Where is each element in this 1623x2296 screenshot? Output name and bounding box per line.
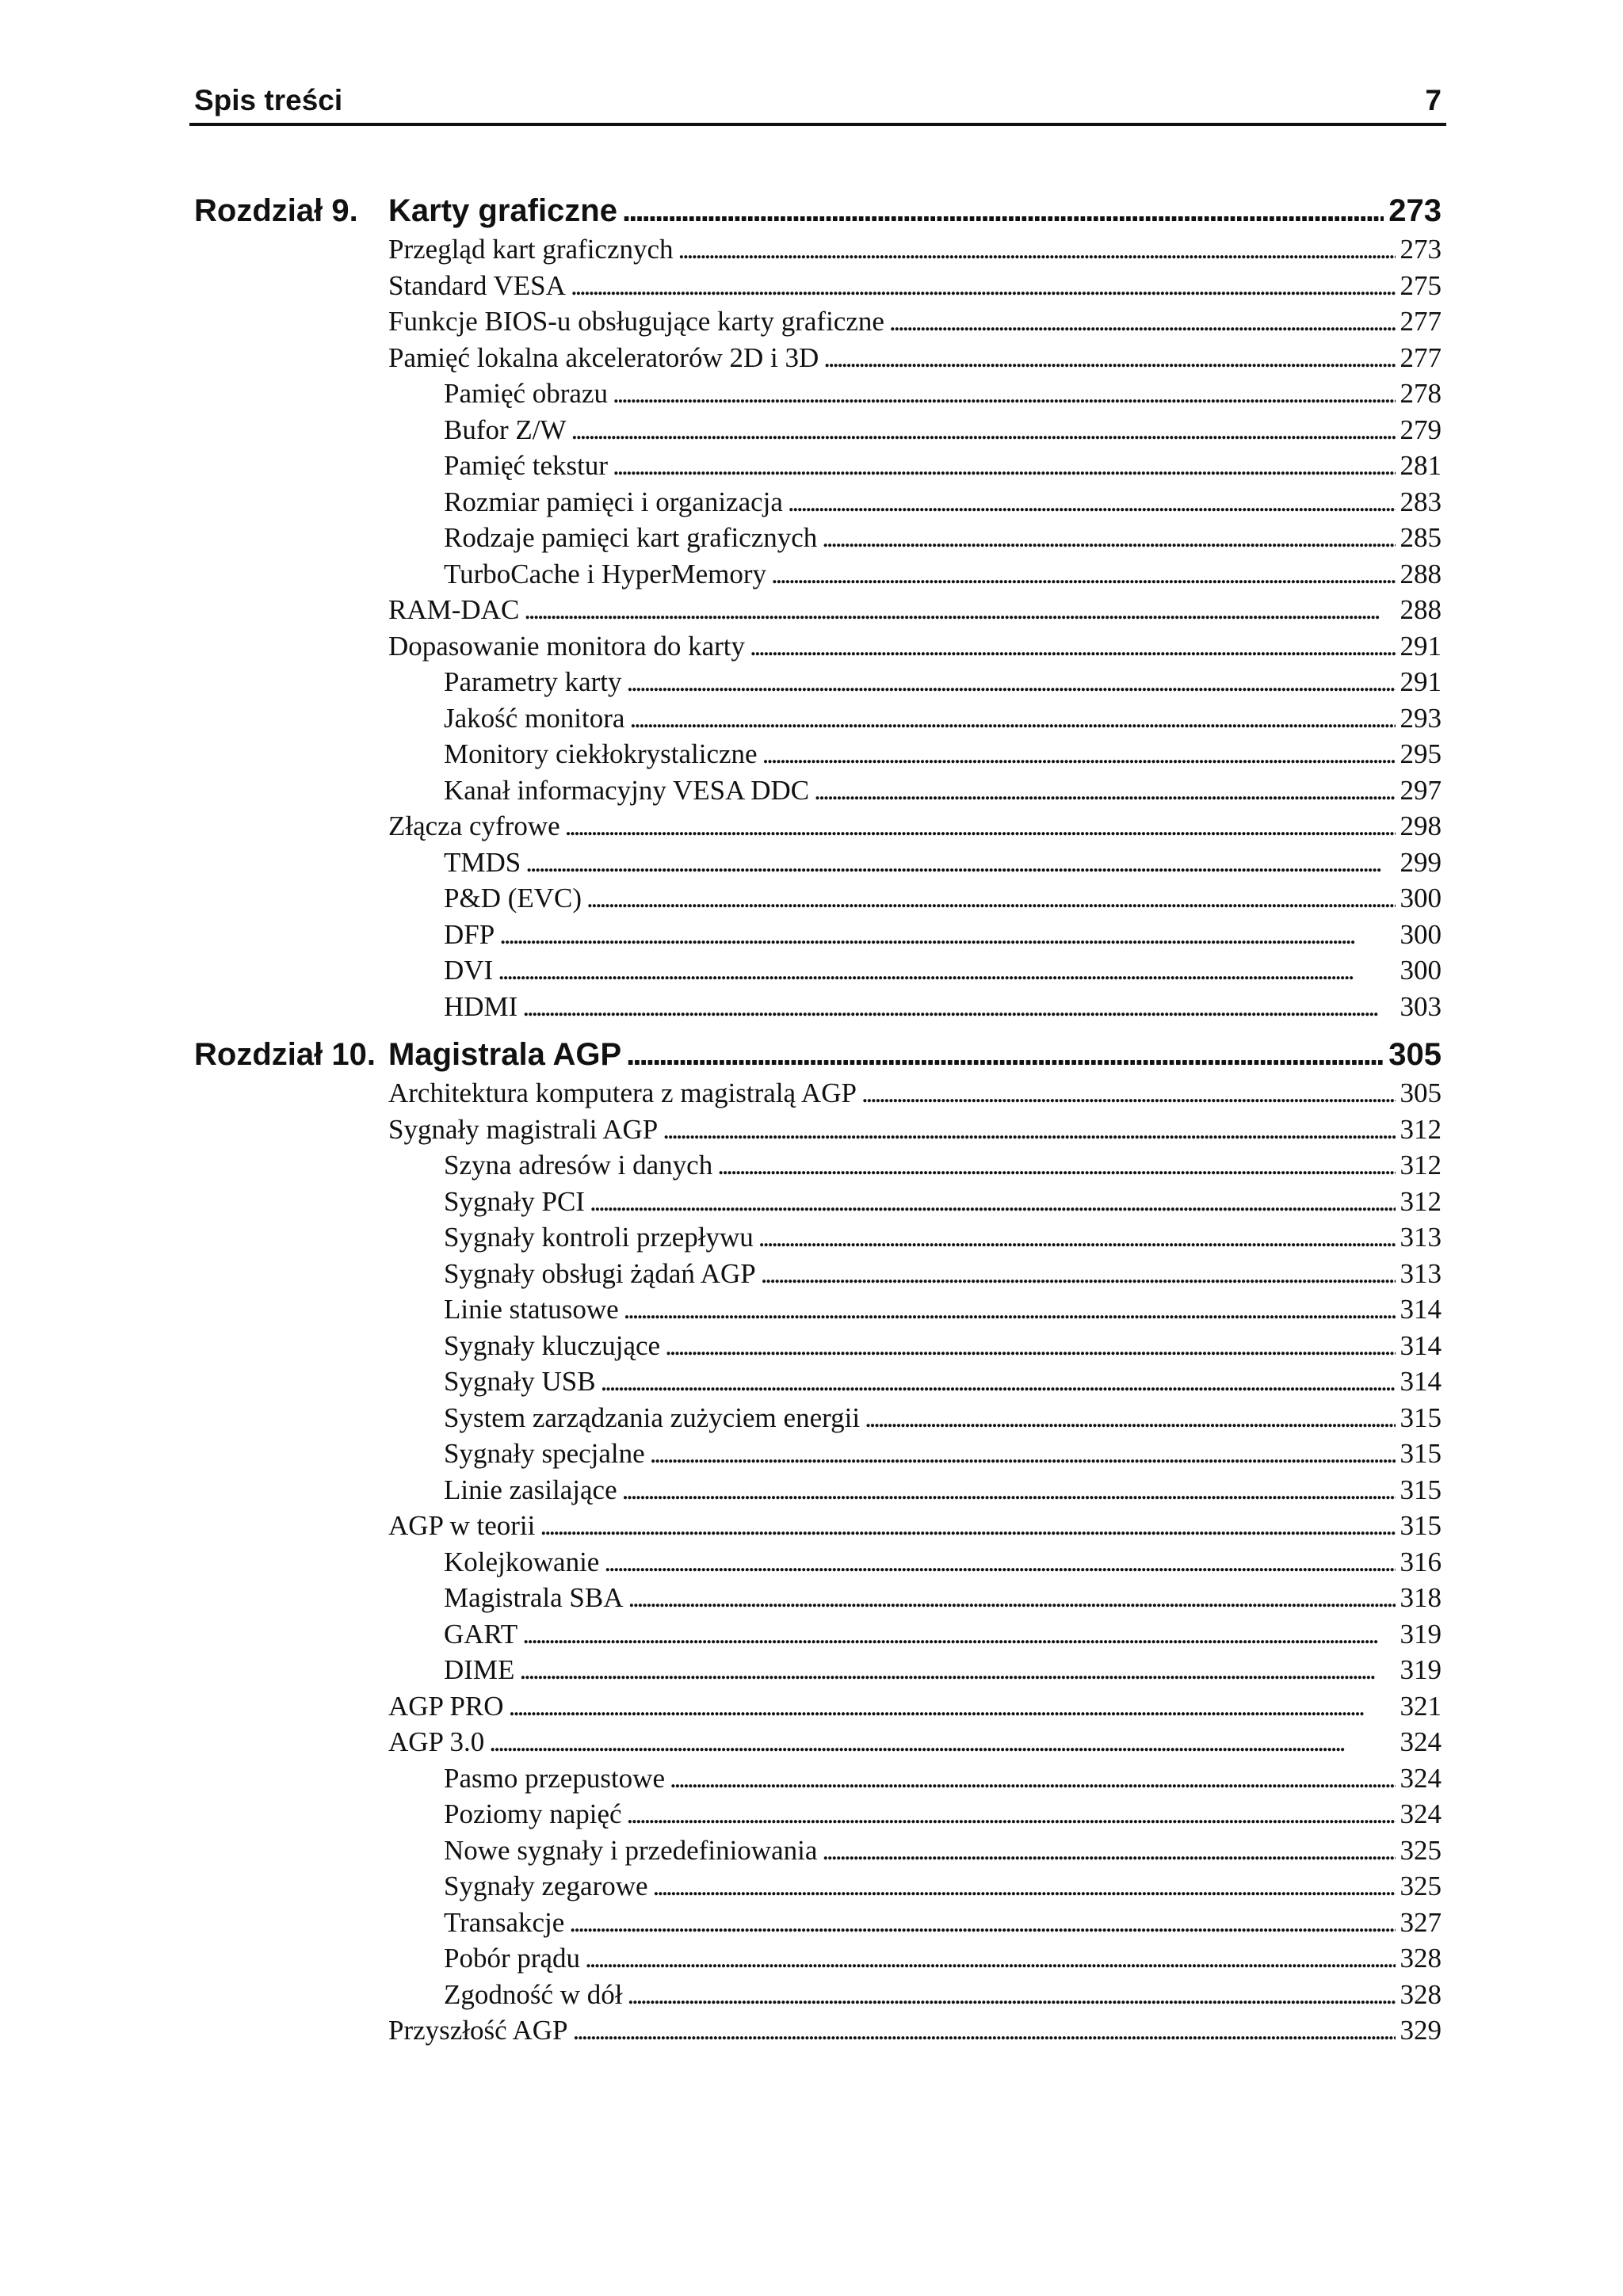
entry-title: DIME bbox=[444, 1654, 515, 1685]
entry-page-number: 314 bbox=[1400, 1294, 1442, 1325]
dot-leader bbox=[498, 952, 1395, 989]
dot-leader bbox=[788, 484, 1396, 521]
entry-page-number: 273 bbox=[1400, 234, 1442, 265]
entry-title: Sygnały magistrali AGP bbox=[388, 1113, 659, 1145]
entry-page-number: 321 bbox=[1400, 1690, 1442, 1722]
dot-leader bbox=[509, 1688, 1396, 1725]
entry-title: GART bbox=[444, 1618, 518, 1650]
dot-leader bbox=[822, 1833, 1395, 1869]
toc-subsection-entry[interactable] bbox=[444, 1436, 1442, 1472]
entry-page-number: 329 bbox=[1400, 2015, 1442, 2046]
entry-title: Sygnały zegarowe bbox=[444, 1871, 648, 1901]
toc-subsection-entry[interactable] bbox=[444, 1544, 1442, 1581]
running-head-page-number: 7 bbox=[1425, 84, 1442, 116]
toc-subsection-entry[interactable] bbox=[444, 1905, 1442, 1941]
entry-page-number: 303 bbox=[1400, 990, 1442, 1022]
entry-page-number: 314 bbox=[1400, 1366, 1442, 1397]
toc-section-entry[interactable] bbox=[388, 1112, 1442, 1148]
dot-leader bbox=[571, 412, 1396, 448]
entry-page-number: 278 bbox=[1400, 378, 1442, 409]
entry-page-number: 312 bbox=[1400, 1113, 1442, 1145]
toc-section-entry[interactable] bbox=[388, 1075, 1442, 1112]
dot-leader bbox=[626, 1035, 1384, 1074]
dot-leader bbox=[822, 520, 1395, 556]
toc-subsection-entry[interactable] bbox=[444, 989, 1442, 1025]
dot-leader bbox=[522, 989, 1395, 1025]
toc-section-entry[interactable] bbox=[388, 628, 1442, 665]
entry-page-number: 312 bbox=[1400, 1185, 1442, 1217]
entry-title: Pamięć lokalna akceleratorów 2D i 3D bbox=[388, 341, 819, 373]
entry-title: Sygnały USB bbox=[444, 1366, 596, 1397]
dot-leader bbox=[524, 592, 1395, 628]
entry-title: Pamięć tekstur bbox=[444, 450, 609, 481]
toc-subsection-entry[interactable] bbox=[444, 1184, 1442, 1220]
toc-subsection-entry[interactable] bbox=[444, 484, 1442, 521]
entry-title: TMDS bbox=[444, 846, 521, 878]
entry-title: Sygnały specjalne bbox=[444, 1438, 645, 1469]
dot-leader bbox=[678, 231, 1396, 268]
entry-page-number: 288 bbox=[1400, 558, 1442, 589]
chapter-line bbox=[388, 192, 1442, 230]
dot-leader bbox=[525, 845, 1395, 881]
entry-page-number: 293 bbox=[1400, 702, 1442, 734]
toc-subsection-entry[interactable] bbox=[444, 1219, 1442, 1256]
dot-leader bbox=[540, 1508, 1395, 1544]
toc-subsection-entry[interactable] bbox=[444, 1472, 1442, 1508]
toc-section-entry[interactable] bbox=[388, 231, 1442, 268]
entry-title: DFP bbox=[444, 918, 495, 950]
toc-subsection-entry[interactable] bbox=[444, 520, 1442, 556]
dot-leader bbox=[569, 1905, 1395, 1941]
toc-subsection-entry[interactable] bbox=[444, 448, 1442, 484]
entry-page-number: 277 bbox=[1400, 341, 1442, 373]
dot-leader bbox=[717, 1147, 1395, 1184]
toc-subsection-entry[interactable] bbox=[444, 1256, 1442, 1292]
entry-title: Rodzaje pamięci kart graficznych bbox=[444, 522, 818, 553]
toc-section-entry[interactable] bbox=[388, 592, 1442, 628]
entry-page-number: 314 bbox=[1400, 1329, 1442, 1361]
entry-title: Jakość monitora bbox=[444, 702, 625, 734]
entry-title: Pobór prądu bbox=[444, 1943, 581, 1974]
entry-page-number: 315 bbox=[1400, 1402, 1442, 1433]
dot-leader bbox=[750, 628, 1395, 665]
chapter-page-number: 273 bbox=[1388, 193, 1442, 228]
entry-page-number: 325 bbox=[1400, 1871, 1442, 1901]
entry-page-number: 312 bbox=[1400, 1150, 1442, 1180]
dot-leader bbox=[489, 1724, 1395, 1760]
entry-title: TurboCache i HyperMemory bbox=[444, 558, 766, 589]
toc-section-entry[interactable] bbox=[388, 340, 1442, 376]
toc-subsection-entry[interactable] bbox=[444, 1652, 1442, 1688]
toc-section-entry[interactable] bbox=[388, 268, 1442, 304]
entry-title: Rozmiar pamięci i organizacja bbox=[444, 486, 783, 517]
dot-leader bbox=[663, 1112, 1395, 1148]
entry-title: AGP PRO bbox=[388, 1690, 504, 1722]
dot-leader bbox=[823, 340, 1395, 376]
entry-title: Architektura komputera z magistralą AGP bbox=[388, 1077, 857, 1108]
entry-page-number: 327 bbox=[1400, 1906, 1442, 1938]
dot-leader bbox=[624, 1291, 1396, 1328]
dot-leader bbox=[628, 1977, 1396, 2013]
dot-leader bbox=[889, 303, 1396, 340]
dot-leader bbox=[590, 1184, 1396, 1220]
entry-title: Złącza cyfrowe bbox=[388, 810, 560, 841]
toc-section-entry[interactable] bbox=[388, 303, 1442, 340]
toc-subsection-entry[interactable] bbox=[444, 1940, 1442, 1977]
entry-title: Zgodność w dół bbox=[444, 1978, 623, 2010]
entry-page-number: 313 bbox=[1400, 1257, 1442, 1289]
toc-subsection-entry[interactable] bbox=[444, 1796, 1442, 1833]
toc-subsection-entry[interactable] bbox=[444, 917, 1442, 953]
entry-title: Przegląd kart graficznych bbox=[388, 234, 674, 265]
entry-page-number: 328 bbox=[1400, 1978, 1442, 2010]
toc-section-entry[interactable] bbox=[388, 1508, 1442, 1544]
dot-leader bbox=[627, 1796, 1396, 1833]
toc-section-entry[interactable] bbox=[388, 2012, 1442, 2049]
entry-page-number: 291 bbox=[1400, 666, 1442, 697]
entry-page-number: 288 bbox=[1400, 594, 1442, 625]
dot-leader bbox=[622, 192, 1384, 230]
entry-page-number: 299 bbox=[1400, 846, 1442, 878]
dot-leader bbox=[814, 772, 1395, 809]
dot-leader bbox=[573, 2012, 1396, 2049]
dot-leader bbox=[762, 736, 1396, 772]
dot-leader bbox=[758, 1219, 1396, 1256]
entry-title: Kanał informacyjny VESA DDC bbox=[444, 774, 810, 806]
chapter-number: Rozdział 10. bbox=[194, 1037, 376, 1072]
entry-title: Przyszłość AGP bbox=[388, 2015, 568, 2046]
entry-title: Magistrala SBA bbox=[444, 1582, 624, 1613]
entry-page-number: 319 bbox=[1400, 1618, 1442, 1650]
toc-subsection-entry[interactable] bbox=[444, 1400, 1442, 1436]
dot-leader bbox=[771, 556, 1396, 593]
entry-title: Sygnały kluczujące bbox=[444, 1329, 661, 1361]
entry-page-number: 275 bbox=[1400, 269, 1442, 301]
entry-title: Standard VESA bbox=[388, 269, 566, 301]
chapter-heading[interactable] bbox=[194, 1035, 1442, 1074]
entry-page-number: 291 bbox=[1400, 630, 1442, 662]
entry-page-number: 315 bbox=[1400, 1438, 1442, 1469]
entry-page-number: 305 bbox=[1400, 1077, 1442, 1108]
entry-title: Sygnały kontroli przepływu bbox=[444, 1222, 754, 1253]
entry-page-number: 325 bbox=[1400, 1834, 1442, 1866]
entry-page-number: 316 bbox=[1400, 1546, 1442, 1577]
entry-page-number: 277 bbox=[1400, 306, 1442, 337]
entry-title: Sygnały PCI bbox=[444, 1185, 585, 1217]
entry-title: HDMI bbox=[444, 990, 518, 1022]
dot-leader bbox=[650, 1436, 1396, 1472]
entry-page-number: 328 bbox=[1400, 1943, 1442, 1974]
entry-title: Kolejkowanie bbox=[444, 1546, 600, 1577]
entry-title: Parametry karty bbox=[444, 666, 622, 697]
entry-title: System zarządzania zużyciem energii bbox=[444, 1402, 861, 1433]
toc-subsection-entry[interactable] bbox=[444, 772, 1442, 809]
table-of-contents bbox=[194, 192, 1442, 2049]
entry-title: Linie zasilające bbox=[444, 1474, 617, 1505]
entry-page-number: 283 bbox=[1400, 486, 1442, 517]
toc-subsection-entry[interactable] bbox=[444, 952, 1442, 989]
entry-title: Linie statusowe bbox=[444, 1294, 619, 1325]
dot-leader bbox=[653, 1868, 1396, 1905]
dot-leader bbox=[861, 1075, 1396, 1112]
running-head-title: Spis treści bbox=[194, 84, 343, 116]
toc-subsection-entry[interactable] bbox=[444, 412, 1442, 448]
toc-subsection-entry[interactable] bbox=[444, 736, 1442, 772]
entry-title: Transakcje bbox=[444, 1906, 565, 1938]
toc-subsection-entry[interactable] bbox=[444, 1580, 1442, 1616]
entry-page-number: 315 bbox=[1400, 1510, 1442, 1541]
toc-subsection-entry[interactable] bbox=[444, 1363, 1442, 1400]
entry-page-number: 297 bbox=[1400, 774, 1442, 806]
dot-leader bbox=[565, 808, 1396, 845]
dot-leader bbox=[571, 268, 1396, 304]
entry-title: Bufor Z/W bbox=[444, 414, 567, 445]
entry-page-number: 324 bbox=[1400, 1726, 1442, 1757]
entry-title: Pamięć obrazu bbox=[444, 378, 608, 409]
entry-title: P&D (EVC) bbox=[444, 883, 582, 913]
header-rule bbox=[189, 123, 1446, 126]
entry-title: Nowe sygnały i przedefiniowania bbox=[444, 1834, 818, 1866]
dot-leader bbox=[522, 1616, 1395, 1653]
entry-page-number: 298 bbox=[1400, 810, 1442, 841]
chapter-page-number: 305 bbox=[1388, 1037, 1442, 1072]
chapter-heading[interactable] bbox=[194, 192, 1442, 230]
entry-page-number: 324 bbox=[1400, 1798, 1442, 1829]
dot-leader bbox=[613, 448, 1395, 484]
toc-subsection-entry[interactable] bbox=[444, 1868, 1442, 1905]
entry-page-number: 285 bbox=[1400, 522, 1442, 553]
toc-subsection-entry[interactable] bbox=[444, 1977, 1442, 2013]
entry-page-number: 318 bbox=[1400, 1582, 1442, 1613]
chapter-title: Magistrala AGP bbox=[388, 1037, 622, 1072]
chapter-title: Karty graficzne bbox=[388, 193, 617, 228]
dot-leader bbox=[613, 376, 1396, 412]
entry-page-number: 279 bbox=[1400, 414, 1442, 445]
dot-leader bbox=[761, 1256, 1396, 1292]
entry-title: Monitory ciekłokrystaliczne bbox=[444, 738, 758, 769]
dot-leader bbox=[519, 1652, 1395, 1688]
dot-leader bbox=[665, 1328, 1395, 1364]
entry-page-number: 313 bbox=[1400, 1222, 1442, 1253]
dot-leader bbox=[865, 1400, 1395, 1436]
entry-page-number: 281 bbox=[1400, 450, 1442, 481]
toc-subsection-entry[interactable] bbox=[444, 1147, 1442, 1184]
chapter-number: Rozdział 9. bbox=[194, 193, 358, 228]
entry-page-number: 315 bbox=[1400, 1474, 1442, 1505]
toc-subsection-entry[interactable] bbox=[444, 556, 1442, 593]
dot-leader bbox=[627, 664, 1396, 700]
entry-page-number: 300 bbox=[1400, 918, 1442, 950]
toc-subsection-entry[interactable] bbox=[444, 700, 1442, 737]
entry-title: AGP 3.0 bbox=[388, 1726, 485, 1757]
entry-page-number: 319 bbox=[1400, 1654, 1442, 1685]
toc-subsection-entry[interactable] bbox=[444, 1616, 1442, 1653]
toc-section-entry[interactable] bbox=[388, 808, 1442, 845]
entry-title: Pasmo przepustowe bbox=[444, 1762, 665, 1794]
dot-leader bbox=[622, 1472, 1396, 1508]
dot-leader bbox=[499, 917, 1395, 953]
dot-leader bbox=[586, 880, 1395, 917]
entry-title: DVI bbox=[444, 955, 494, 986]
toc-subsection-entry[interactable] bbox=[444, 1760, 1442, 1797]
entry-title: Poziomy napięć bbox=[444, 1798, 622, 1829]
dot-leader bbox=[601, 1363, 1396, 1400]
entry-page-number: 300 bbox=[1400, 955, 1442, 986]
toc-subsection-entry[interactable] bbox=[444, 880, 1442, 917]
entry-title: Funkcje BIOS-u obsługujące karty graficzne bbox=[388, 306, 884, 337]
toc-subsection-entry[interactable] bbox=[444, 664, 1442, 700]
entry-title: Szyna adresów i danych bbox=[444, 1150, 713, 1180]
entry-page-number: 295 bbox=[1400, 738, 1442, 769]
toc-subsection-entry[interactable] bbox=[444, 1833, 1442, 1869]
toc-section-entry[interactable] bbox=[388, 1724, 1442, 1760]
toc-subsection-entry[interactable] bbox=[444, 845, 1442, 881]
entry-title: AGP w teorii bbox=[388, 1510, 536, 1541]
entry-page-number: 324 bbox=[1400, 1762, 1442, 1794]
toc-section-entry[interactable] bbox=[388, 1688, 1442, 1725]
chapter-line bbox=[388, 1035, 1442, 1074]
dot-leader bbox=[670, 1760, 1396, 1797]
entry-page-number: 300 bbox=[1400, 883, 1442, 913]
entry-title: Sygnały obsługi żądań AGP bbox=[444, 1257, 756, 1289]
entry-title: RAM-DAC bbox=[388, 594, 520, 625]
toc-subsection-entry[interactable] bbox=[444, 376, 1442, 412]
dot-leader bbox=[628, 1580, 1396, 1616]
toc-subsection-entry[interactable] bbox=[444, 1291, 1442, 1328]
running-head bbox=[189, 79, 1446, 122]
toc-subsection-entry[interactable] bbox=[444, 1328, 1442, 1364]
entry-title: Dopasowanie monitora do karty bbox=[388, 630, 746, 662]
dot-leader bbox=[585, 1940, 1395, 1977]
dot-leader bbox=[629, 700, 1395, 737]
dot-leader bbox=[604, 1544, 1395, 1581]
